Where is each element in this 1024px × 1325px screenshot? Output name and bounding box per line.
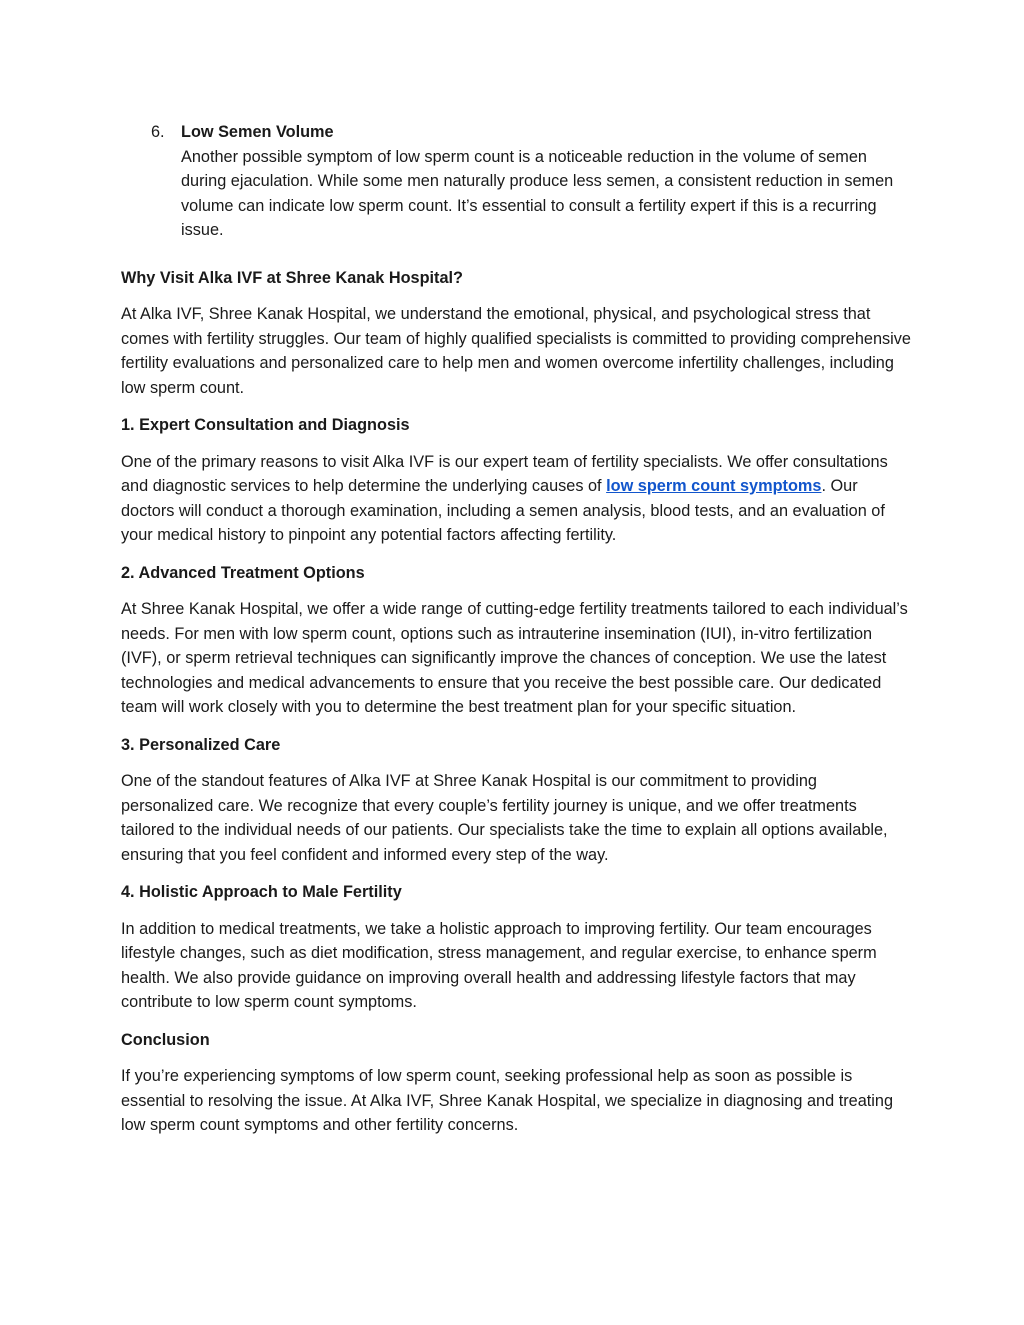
section-heading-conclusion: Conclusion [121, 1030, 210, 1049]
paragraph-text-after-link: . Our doctors will conduct a thorough examination, including a semen analysis, blood tests, and an evaluation of your medical history to pinpoint any potential factors affecting fertility. [121, 477, 885, 544]
list-number: 6. [151, 123, 165, 141]
paragraph-expert-consultation [121, 450, 911, 548]
section-heading-why-visit: Why Visit Alka IVF at Shree Kanak Hospital? [121, 268, 464, 287]
section-heading-advanced-treatment: 2. Advanced Treatment Options [121, 563, 365, 582]
paragraph-conclusion: If you’re experiencing symptoms of low sperm count, seeking professional help as soon as possible is essential to resolving the issue. At Alka IVF, Shree Kanak Hospital, we specialize in diagnosing and treating low sperm count symptoms and other fertility concerns. [121, 1067, 893, 1134]
paragraph-why-visit: At Alka IVF, Shree Kanak Hospital, we understand the emotional, physical, and psychological stress that comes with fertility struggles. Our team of highly qualified specialists is committed to providing comprehensive fertility evaluations and personalized care to help men and women overcome infertility challenges, including low sperm count. [121, 305, 911, 397]
list-item-title: Low Semen Volume [181, 123, 334, 141]
section-heading-personalized-care: 3. Personalized Care [121, 735, 281, 754]
section-heading-holistic-approach: 4. Holistic Approach to Male Fertility [121, 883, 402, 901]
paragraph-text-before-link: One of the primary reasons to visit Alka IVF is our expert team of fertility specialists. We offer consultations and diagnostic services to help determine the underlying causes of [121, 452, 888, 495]
document-page [121, 120, 911, 1151]
list-item-low-semen-volume [121, 120, 911, 243]
low-sperm-count-symptoms-link[interactable]: low sperm count symptoms [606, 477, 822, 495]
paragraph-advanced-treatment: At Shree Kanak Hospital, we offer a wide range of cutting-edge fertility treatments tailored to each individual’s needs. For men with low sperm count, options such as intrauterine insemination (IUI), in-vitro fertilization (IVF), or sperm retrieval techniques can significantly improve the chances of conception. We use the latest technologies and medical advancements to ensure that you receive the best possible care. Our dedicated team will work closely with you to determine the best treatment plan for your specific situation. [121, 600, 908, 716]
paragraph-holistic-approach: In addition to medical treatments, we take a holistic approach to improving fertility. Our team encourages lifestyle changes, such as diet modification, stress management, and regular exercise, to enhance sperm health. We also provide guidance on improving overall health and addressing lifestyle factors that may contribute to low sperm count symptoms. [121, 919, 877, 1011]
paragraph-personalized-care: One of the standout features of Alka IVF at Shree Kanak Hospital is our commitment to providing personalized care. We recognize that every couple’s fertility journey is unique, and we offer treatments tailored to the individual needs of our patients. Our specialists take the time to explain all options available, ensuring that you feel confident and informed every step of the way. [121, 772, 888, 864]
list-item-text: Another possible symptom of low sperm count is a noticeable reduction in the volume of semen during ejaculation. While some men naturally produce less semen, a consistent reduction in semen volume can indicate low sperm count. It’s essential to consult a fertility expert if this is a recurring issue. [181, 147, 894, 239]
section-heading-expert-consultation: 1. Expert Consultation and Diagnosis [121, 416, 410, 434]
